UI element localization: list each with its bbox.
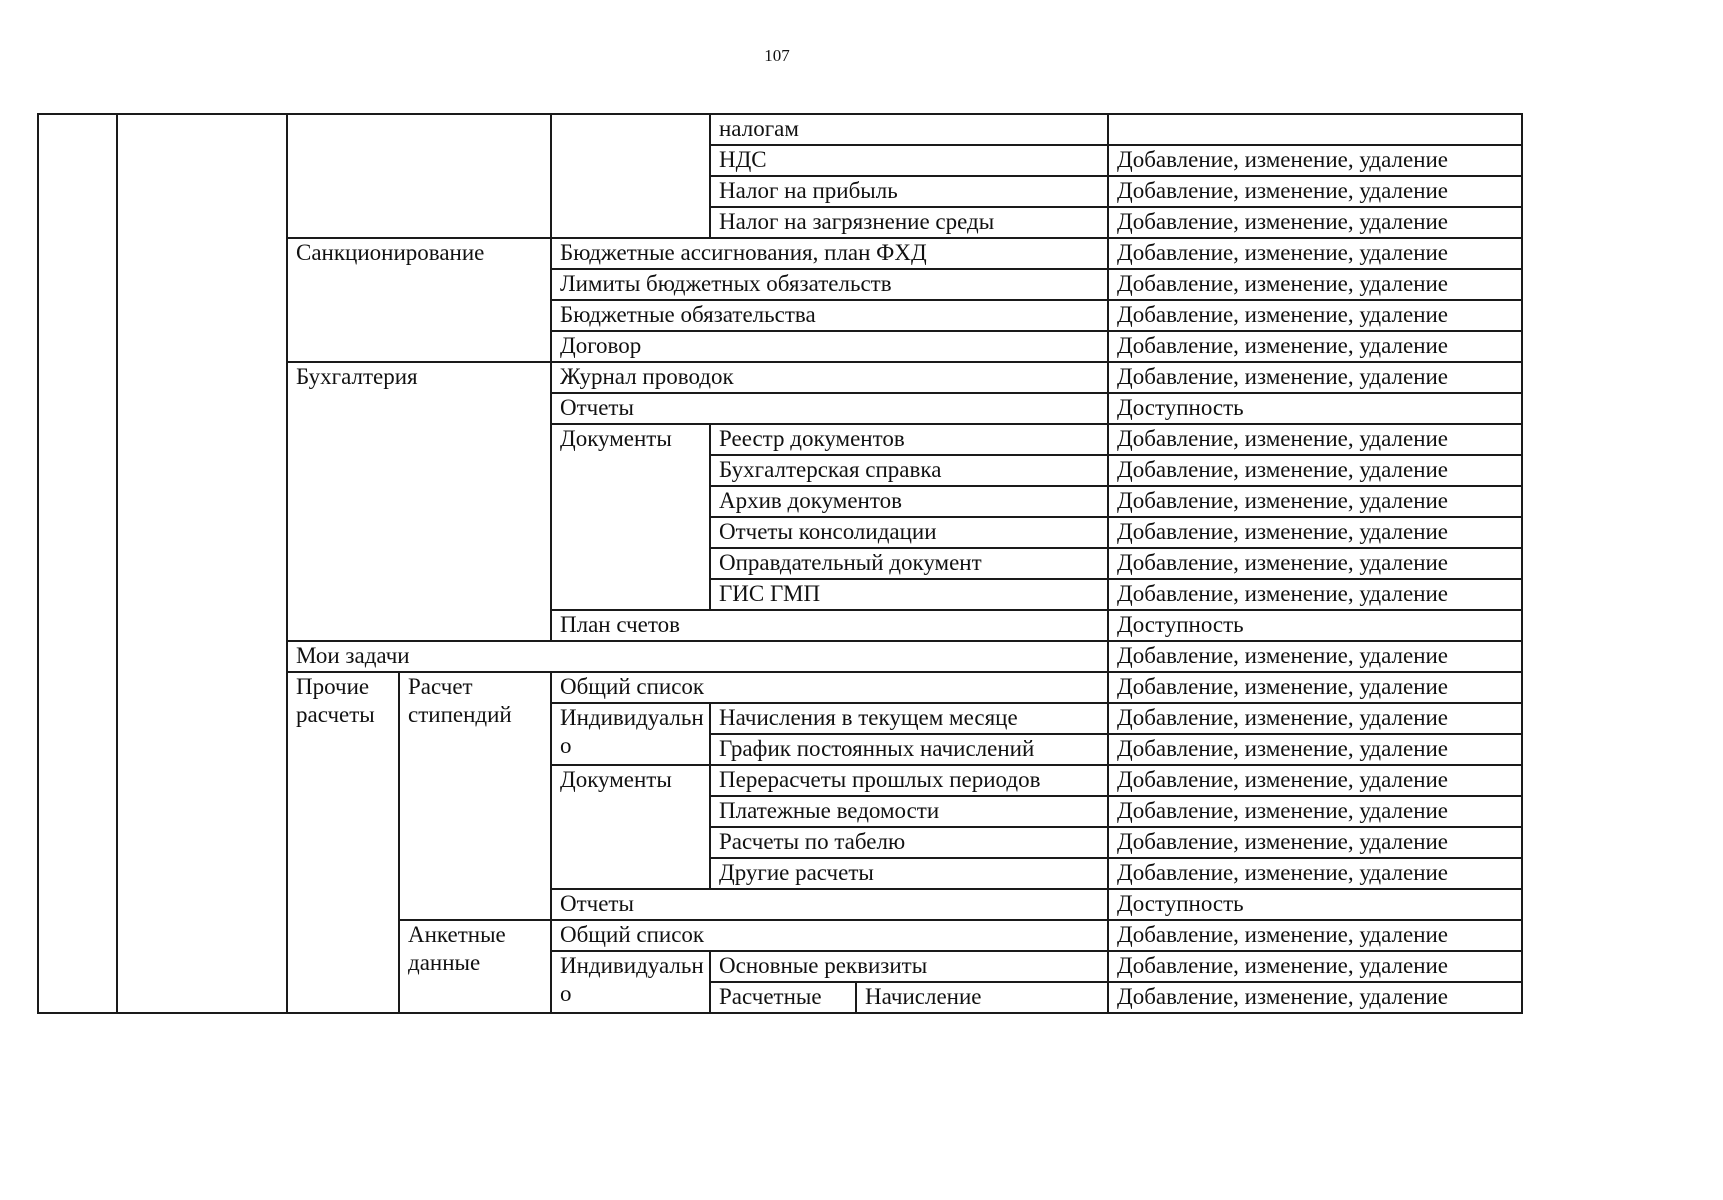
item-label: Налог на загрязнение среды bbox=[710, 207, 1108, 238]
rights-cell: Добавление, изменение, удаление bbox=[1108, 517, 1522, 548]
rights-cell: Добавление, изменение, удаление bbox=[1108, 362, 1522, 393]
rights-cell: Добавление, изменение, удаление bbox=[1108, 145, 1522, 176]
item-label: Платежные ведомости bbox=[710, 796, 1108, 827]
group-label: Документы bbox=[551, 424, 710, 610]
rights-cell: Добавление, изменение, удаление bbox=[1108, 641, 1522, 672]
rights-cell: Добавление, изменение, удаление bbox=[1108, 176, 1522, 207]
rights-cell: Добавление, изменение, удаление bbox=[1108, 238, 1522, 269]
item-label: Расчеты по табелю bbox=[710, 827, 1108, 858]
item-label: Журнал проводок bbox=[551, 362, 1108, 393]
group-label: Индивидуально bbox=[551, 951, 710, 1013]
rights-cell: Доступность bbox=[1108, 610, 1522, 641]
group-label: Санкционирование bbox=[287, 238, 551, 362]
item-label: Отчеты bbox=[551, 393, 1108, 424]
item-label: План счетов bbox=[551, 610, 1108, 641]
item-label: Оправдательный документ bbox=[710, 548, 1108, 579]
empty-column-1 bbox=[38, 114, 117, 1013]
rights-cell: Добавление, изменение, удаление bbox=[1108, 703, 1522, 734]
rights-cell: Добавление, изменение, удаление bbox=[1108, 982, 1522, 1013]
item-label: Расчетные bbox=[710, 982, 856, 1013]
empty-cell bbox=[287, 114, 551, 238]
group-label: Прочие расчеты bbox=[287, 672, 399, 1013]
rights-cell: Добавление, изменение, удаление bbox=[1108, 300, 1522, 331]
item-label: Общий список bbox=[551, 672, 1108, 703]
group-label: Бухгалтерия bbox=[287, 362, 551, 641]
rights-cell: Добавление, изменение, удаление bbox=[1108, 579, 1522, 610]
item-label: Бюджетные обязательства bbox=[551, 300, 1108, 331]
rights-cell: Добавление, изменение, удаление bbox=[1108, 486, 1522, 517]
item-label: Договор bbox=[551, 331, 1108, 362]
rights-cell: Добавление, изменение, удаление bbox=[1108, 796, 1522, 827]
group-label: Анкетные данные bbox=[399, 920, 551, 1013]
item-label: Другие расчеты bbox=[710, 858, 1108, 889]
rights-cell: Добавление, изменение, удаление bbox=[1108, 424, 1522, 455]
item-label: Налог на прибыль bbox=[710, 176, 1108, 207]
group-label: Индивидуально bbox=[551, 703, 710, 765]
item-label: Начисления в текущем месяце bbox=[710, 703, 1108, 734]
empty-column-2 bbox=[117, 114, 287, 1013]
rights-cell: Добавление, изменение, удаление bbox=[1108, 269, 1522, 300]
rights-cell: Добавление, изменение, удаление bbox=[1108, 734, 1522, 765]
item-label: Начисление bbox=[856, 982, 1108, 1013]
access-rights-table bbox=[37, 113, 1523, 1014]
item-label: Отчеты bbox=[551, 889, 1108, 920]
rights-cell: Добавление, изменение, удаление bbox=[1108, 951, 1522, 982]
rights-cell: Добавление, изменение, удаление bbox=[1108, 548, 1522, 579]
rights-cell: Добавление, изменение, удаление bbox=[1108, 207, 1522, 238]
item-label: Реестр документов bbox=[710, 424, 1108, 455]
item-label: Основные реквизиты bbox=[710, 951, 1108, 982]
item-label: Бюджетные ассигнования, план ФХД bbox=[551, 238, 1108, 269]
rights-cell: Добавление, изменение, удаление bbox=[1108, 920, 1522, 951]
group-label: Документы bbox=[551, 765, 710, 889]
rights-cell: Добавление, изменение, удаление bbox=[1108, 858, 1522, 889]
rights-cell: Добавление, изменение, удаление bbox=[1108, 672, 1522, 703]
item-label: Лимиты бюджетных обязательств bbox=[551, 269, 1108, 300]
rights-cell: Добавление, изменение, удаление bbox=[1108, 455, 1522, 486]
rights-cell: Доступность bbox=[1108, 889, 1522, 920]
item-label: Перерасчеты прошлых периодов bbox=[710, 765, 1108, 796]
item-label: ГИС ГМП bbox=[710, 579, 1108, 610]
rights-cell bbox=[1108, 114, 1522, 145]
group-label: Расчет стипендий bbox=[399, 672, 551, 920]
empty-cell bbox=[551, 114, 710, 238]
item-label: НДС bbox=[710, 145, 1108, 176]
item-label: налогам bbox=[710, 114, 1108, 145]
rights-cell: Добавление, изменение, удаление bbox=[1108, 827, 1522, 858]
item-label: Общий список bbox=[551, 920, 1108, 951]
rights-cell: Добавление, изменение, удаление bbox=[1108, 331, 1522, 362]
item-label: Архив документов bbox=[710, 486, 1108, 517]
rights-cell: Добавление, изменение, удаление bbox=[1108, 765, 1522, 796]
group-label: Мои задачи bbox=[287, 641, 1108, 672]
item-label: Отчеты консолидации bbox=[710, 517, 1108, 548]
table-row bbox=[38, 114, 1522, 145]
rights-cell: Доступность bbox=[1108, 393, 1522, 424]
page-number: 107 bbox=[764, 46, 790, 65]
item-label: Бухгалтерская справка bbox=[710, 455, 1108, 486]
item-label: График постоянных начислений bbox=[710, 734, 1108, 765]
